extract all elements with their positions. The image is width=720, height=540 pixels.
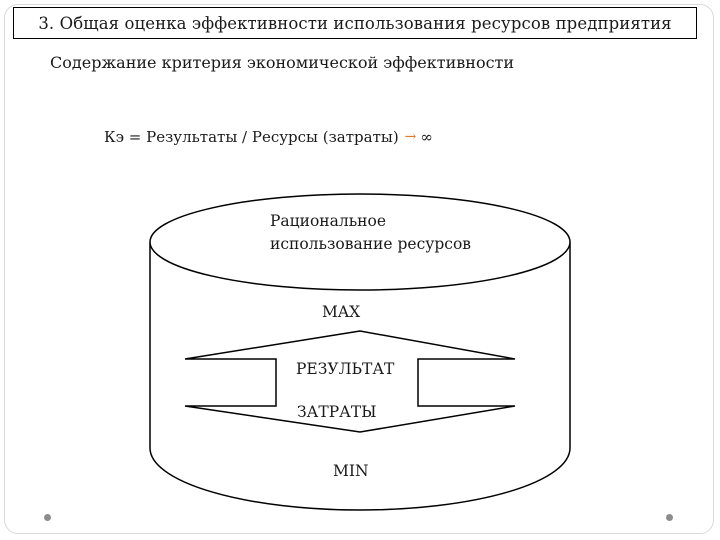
max-label: MAX (322, 303, 361, 321)
costs-label: ЗАТРАТЫ (297, 403, 377, 421)
cylinder-top-label-line1: Рациональное (270, 212, 386, 230)
dot-icon (44, 514, 51, 521)
result-label: РЕЗУЛЬТАТ (296, 360, 395, 378)
min-label: MIN (333, 462, 369, 480)
infinity-symbol: ∞ (420, 128, 433, 146)
cylinder-top-label-line2: использование ресурсов (270, 235, 472, 253)
slide-subtitle: Содержание критерия экономической эффективности (50, 53, 515, 72)
slide-title-text: 3. Общая оценка эффективности использования ресурсов предприятия (38, 13, 672, 33)
right-arrow-icon: → (404, 129, 417, 145)
dot-icon (666, 514, 673, 521)
formula-text: Кэ = Результаты / Ресурсы (затраты) (104, 128, 399, 146)
